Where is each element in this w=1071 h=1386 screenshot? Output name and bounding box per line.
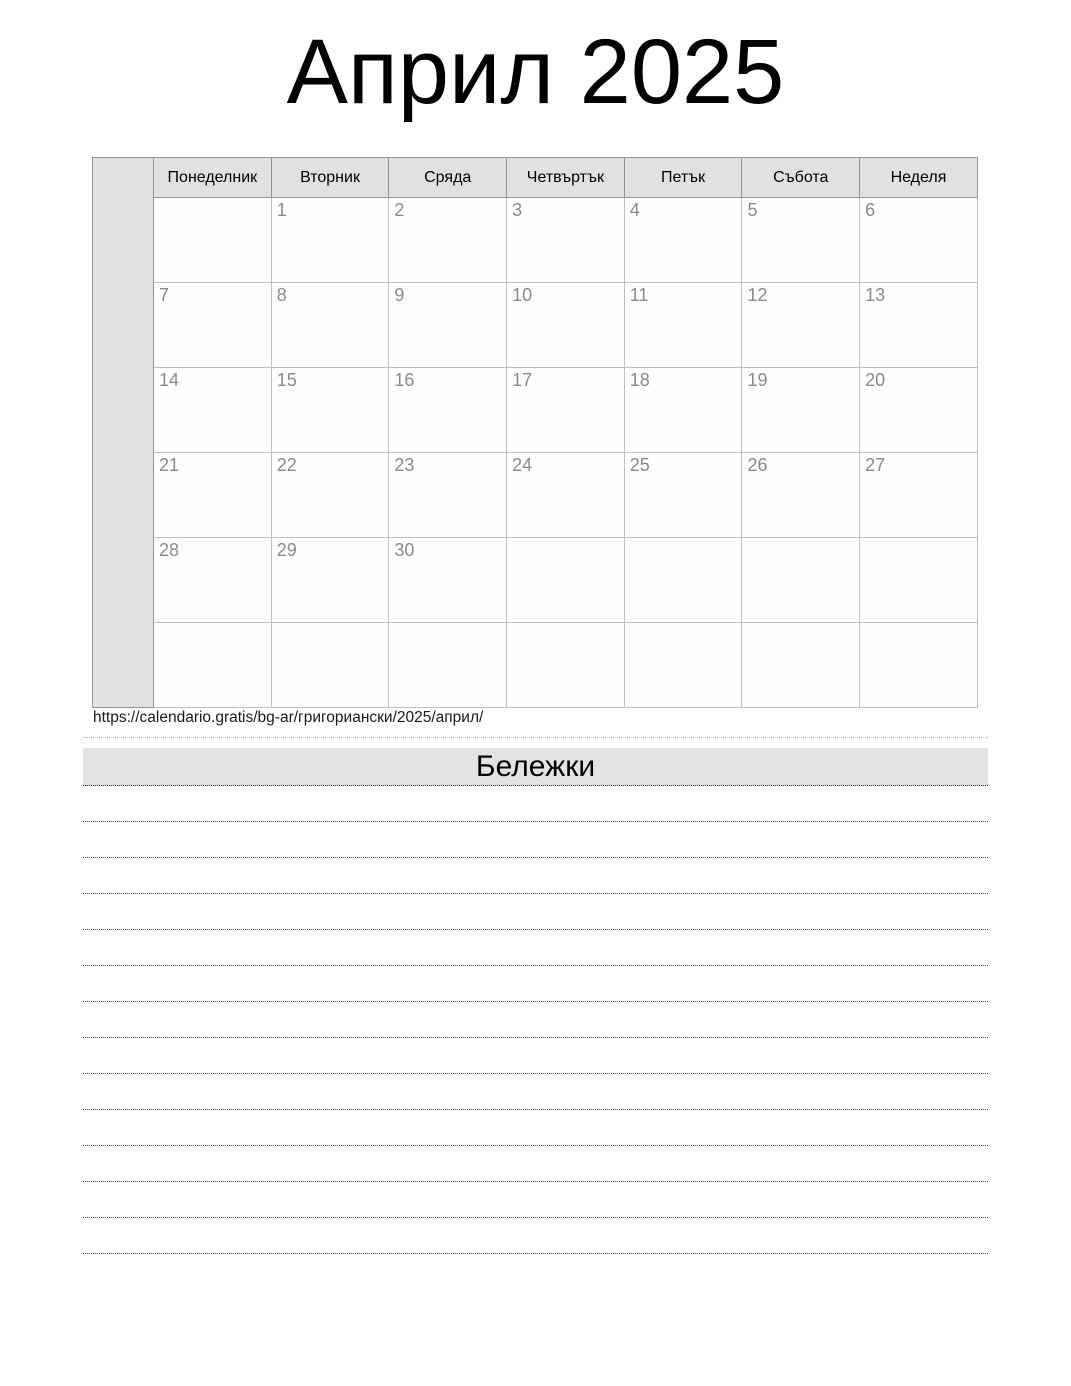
calendar-empty-cell [154,198,272,283]
calendar-week-row [93,453,978,538]
day-number: 18 [629,370,650,390]
calendar-day-cell [860,453,978,538]
calendar-week-row [93,283,978,368]
calendar-day-cell [154,368,272,453]
notes-header [83,748,988,786]
calendar-day-cell [507,453,625,538]
calendar-empty-cell [154,623,272,708]
note-line [83,1218,988,1254]
calendar-week-row [93,198,978,283]
calendar-body [93,158,978,708]
calendar-table [92,157,978,708]
note-line [83,1074,988,1110]
calendar-day-cell [389,198,507,283]
calendar-day-cell [742,368,860,453]
note-line [83,966,988,1002]
day-number: 19 [747,370,768,390]
day-number: 24 [512,455,533,475]
calendar-empty-cell [389,623,507,708]
weekday-header: Петък [624,158,742,198]
note-line [83,1002,988,1038]
day-number: 15 [276,370,297,390]
calendar-week-row [93,623,978,708]
day-number: 23 [394,455,415,475]
calendar-day-cell [624,368,742,453]
calendar-day-cell [507,283,625,368]
day-number: 30 [394,540,415,560]
calendar-day-cell [624,198,742,283]
weekday-header: Сряда [389,158,507,198]
calendar-week-row [93,538,978,623]
calendar-day-cell [271,538,389,623]
notes-section [83,737,988,1254]
calendar-day-cell [389,453,507,538]
day-number: 2 [394,200,405,220]
note-line [83,858,988,894]
weekday-header: Понеделник [154,158,272,198]
weekday-header: Неделя [860,158,978,198]
day-number: 6 [865,200,876,220]
day-number: 25 [629,455,650,475]
day-number: 1 [276,200,287,220]
calendar-day-cell [507,368,625,453]
calendar-day-cell [271,198,389,283]
calendar-day-cell [742,198,860,283]
weekday-header: Четвъртък [507,158,625,198]
source-url-text: https://calendario.gratis/bg-ar/григориански/2025/април/ [93,709,484,726]
day-number: 3 [512,200,523,220]
calendar-empty-cell [271,623,389,708]
calendar-day-cell [154,283,272,368]
calendar-day-cell [389,368,507,453]
notes-title: Бележки [475,749,596,783]
day-number: 9 [394,285,405,305]
day-number: 17 [512,370,533,390]
notes-top-rule [83,737,988,738]
calendar-day-cell [624,453,742,538]
day-number: 13 [865,285,886,305]
calendar-empty-cell [624,538,742,623]
note-line [83,894,988,930]
calendar-empty-cell [507,623,625,708]
calendar-day-cell [154,453,272,538]
page-title: Април 2025 [286,21,785,123]
calendar-day-cell [742,453,860,538]
calendar-weekday-row [93,158,978,198]
day-number: 10 [512,285,533,305]
calendar-day-cell [860,198,978,283]
day-number: 11 [629,285,649,305]
day-number: 14 [159,370,180,390]
note-line [83,1146,988,1182]
day-number: 26 [747,455,768,475]
calendar-empty-cell [507,538,625,623]
note-line [83,1182,988,1218]
day-number: 5 [747,200,758,220]
calendar-day-cell [624,283,742,368]
calendar-empty-cell [742,538,860,623]
calendar-day-cell [860,368,978,453]
note-line [83,1110,988,1146]
calendar-empty-cell [624,623,742,708]
calendar-day-cell [271,368,389,453]
weekday-header: Вторник [271,158,389,198]
calendar-empty-cell [742,623,860,708]
calendar-day-cell [154,538,272,623]
calendar-day-cell [860,283,978,368]
day-number: 12 [747,285,768,305]
calendar-day-cell [742,283,860,368]
calendar-empty-cell [860,623,978,708]
day-number: 20 [865,370,886,390]
day-number: 21 [159,455,180,475]
calendar-day-cell [271,453,389,538]
calendar-day-cell [389,283,507,368]
note-line [83,1038,988,1074]
day-number: 27 [865,455,886,475]
calendar-day-cell [507,198,625,283]
note-line [83,786,988,822]
calendar-week-row [93,368,978,453]
notes-lines [83,786,988,1254]
weekday-header: Събота [742,158,860,198]
note-line [83,822,988,858]
day-number: 29 [276,540,297,560]
day-number: 7 [159,285,170,305]
calendar-day-cell [389,538,507,623]
calendar-day-cell [271,283,389,368]
note-line [83,930,988,966]
day-number: 28 [159,540,180,560]
day-number: 8 [276,285,287,305]
week-number-column [93,158,154,708]
calendar-empty-cell [860,538,978,623]
day-number: 4 [629,200,640,220]
day-number: 22 [276,455,297,475]
day-number: 16 [394,370,415,390]
